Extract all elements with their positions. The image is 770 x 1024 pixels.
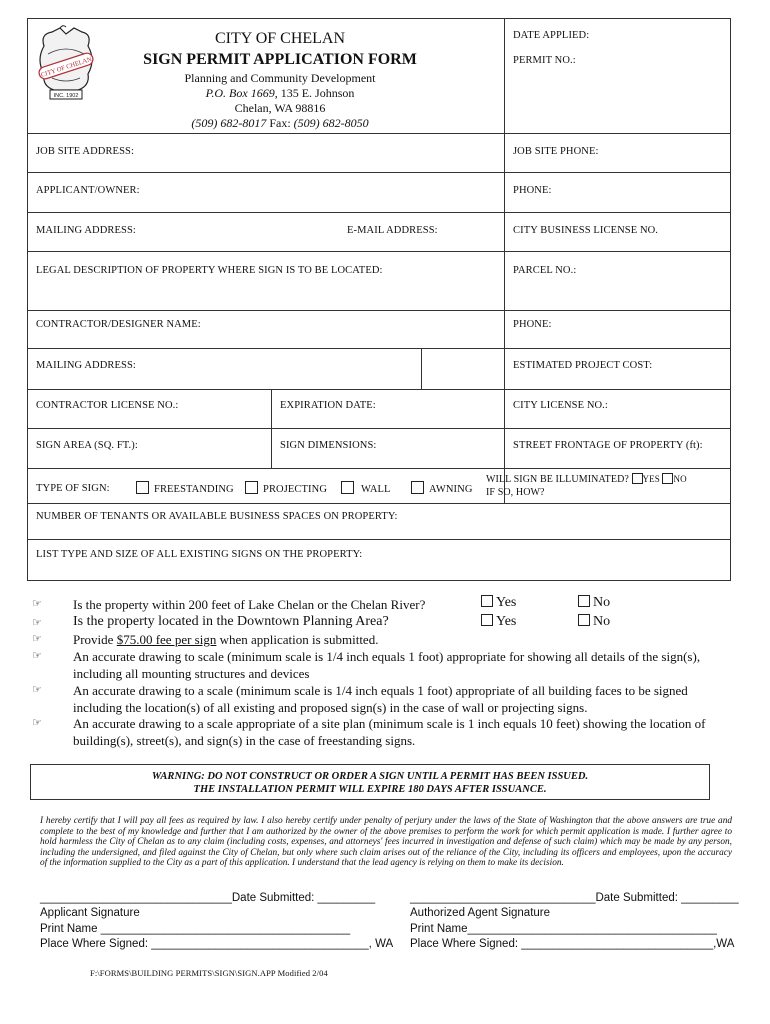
applicant-place-signed[interactable]: Place Where Signed: __________________________________, WA xyxy=(40,938,394,950)
date-applied-label: DATE APPLIED: xyxy=(513,30,590,41)
q2-no-text: No xyxy=(593,614,611,629)
agent-signature-label: Authorized Agent Signature xyxy=(410,907,551,919)
awning-checkbox[interactable] xyxy=(411,481,424,494)
drawing-requirement-1-cont: including all mounting structures and devices xyxy=(73,666,310,681)
q1-yes[interactable] xyxy=(481,595,516,611)
pointing-hand-icon: ☞ xyxy=(32,717,42,729)
freestanding-option[interactable] xyxy=(136,481,234,495)
freestanding-checkbox[interactable] xyxy=(136,481,149,494)
certification-text: I hereby certify that I will pay all fees as required by law. I also hereby certify under penalty of perjury under the laws of the State of Washington that the above answers are true and complete to the best of my knowledge and further that I am authorized by the owner of the above premises to perform the work for which permit application is made. I further agree to hold harmless the City of Chelan as to any claim (including costs, expenses, and attorneys' fees incurred in investigation and defense of such claim) which may be made by any person, including the undersigned, and filed against the City of Chelan, but only where such claim arises out of the reliance of the City, including its officers and employees, upon the accuracy of the information supplied to the City as a part of this application. I understand that the lead agency is relying on them to make its decision. xyxy=(40,816,732,869)
q1-yes-checkbox[interactable] xyxy=(481,595,493,607)
illuminated-no-checkbox[interactable] xyxy=(662,473,673,484)
legal-description-label: LEGAL DESCRIPTION OF PROPERTY WHERE SIGN IS TO BE LOCATED: xyxy=(36,265,383,276)
mailing-address-label-1: MAILING ADDRESS: xyxy=(36,225,136,236)
phone-fax: (509) 682-8017 Fax: (509) 682-8050 xyxy=(191,116,369,130)
q2-yes-checkbox[interactable] xyxy=(481,614,493,626)
form-title: SIGN PERMIT APPLICATION FORM xyxy=(143,51,417,68)
q2-yes-text: Yes xyxy=(496,614,517,629)
address-line: P.O. Box 1669, 135 E. Johnson xyxy=(205,86,355,100)
type-of-sign-label: TYPE OF SIGN: xyxy=(36,483,110,494)
drawing-requirement-1: An accurate drawing to scale (minimum scale is 1/4 inch equals 1 foot) appropriate for showing all details of the sign(s), xyxy=(73,649,701,664)
wall-option[interactable] xyxy=(341,481,391,495)
warning-line-1: WARNING: DO NOT CONSTRUCT OR ORDER A SIGN UNTIL A PERMIT HAS BEEN ISSUED. xyxy=(151,771,589,782)
illuminated-yes-text: YES xyxy=(642,474,660,484)
job-site-address-label: JOB SITE ADDRESS: xyxy=(36,146,134,157)
mailing-address-label-2: MAILING ADDRESS: xyxy=(36,360,136,371)
existing-signs-label: LIST TYPE AND SIZE OF ALL EXISTING SIGNS ON THE PROPERTY: xyxy=(36,549,363,560)
job-site-phone-label: JOB SITE PHONE: xyxy=(513,146,599,157)
parcel-no-label: PARCEL NO.: xyxy=(513,265,577,276)
department: Planning and Community Development xyxy=(184,71,376,85)
svg-text:INC. 1902: INC. 1902 xyxy=(53,93,79,99)
sign-area-label: SIGN AREA (SQ. FT.): xyxy=(36,440,138,451)
if-so-how-label: IF SO, HOW? xyxy=(486,487,545,498)
q1-no[interactable] xyxy=(578,595,610,611)
warning-box xyxy=(30,764,710,800)
illuminated-yes-checkbox[interactable] xyxy=(632,473,643,484)
city-business-license-label: CITY BUSINESS LICENSE NO. xyxy=(513,225,659,236)
applicant-date-line[interactable]: ______________________________Date Submitted: _________ xyxy=(40,892,376,904)
pointing-hand-icon: ☞ xyxy=(32,633,42,645)
applicant-signature-label: Applicant Signature xyxy=(40,907,140,919)
contractor-name-label: CONTRACTOR/DESIGNER NAME: xyxy=(36,319,201,330)
footer-file-path: F:\FORMS\BUILDING PERMITS\SIGN\SIGN.APP Modified 2/04 xyxy=(90,968,328,978)
projecting-option[interactable] xyxy=(245,481,327,495)
expiration-date-label: EXPIRATION DATE: xyxy=(280,400,376,411)
drawing-requirement-3-cont: building(s), street(s), and sign(s) in the case of freestanding signs. xyxy=(73,733,416,748)
pointing-hand-icon: ☞ xyxy=(32,650,42,662)
q2-downtown: Is the property located in the Downtown Planning Area? xyxy=(73,614,389,629)
phone-label-2: PHONE: xyxy=(513,319,552,330)
sign-dimensions-label: SIGN DIMENSIONS: xyxy=(280,440,377,451)
q1-yes-text: Yes xyxy=(496,595,517,610)
q2-no[interactable] xyxy=(578,614,610,630)
agent-date-line[interactable]: _____________________________Date Submitted: _________ xyxy=(410,892,739,904)
projecting-text: PROJECTING xyxy=(263,484,328,495)
pointing-hand-icon: ☞ xyxy=(32,617,42,629)
num-tenants-label: NUMBER OF TENANTS OR AVAILABLE BUSINESS SPACES ON PROPERTY: xyxy=(36,511,398,522)
drawing-requirement-2-cont: including the location(s) of all existing and proposed sign(s) in the case of wall or projecting signs. xyxy=(73,700,588,715)
email-address-label: E-MAIL ADDRESS: xyxy=(347,225,438,236)
svg-text:CITY OF CHELAN: CITY OF CHELAN xyxy=(40,55,93,79)
applicant-owner-label: APPLICANT/OWNER: xyxy=(36,185,140,196)
wall-text: WALL xyxy=(361,484,391,495)
drawing-requirement-2: An accurate drawing to a scale (minimum scale is 1/4 inch equals 1 foot) appropriate of all building faces to be signed xyxy=(73,683,688,698)
wall-checkbox[interactable] xyxy=(341,481,354,494)
application-form xyxy=(27,18,731,581)
q1-no-text: No xyxy=(593,595,611,610)
phone-label-1: PHONE: xyxy=(513,185,552,196)
permit-no-label: PERMIT NO.: xyxy=(513,55,576,66)
drawing-requirement-3: An accurate drawing to a scale appropriate of a site plan (minimum scale is 1 inch equals 10 feet) showing the location of xyxy=(73,716,706,731)
q2-no-checkbox[interactable] xyxy=(578,614,590,626)
freestanding-text: FREESTANDING xyxy=(154,484,234,495)
applicant-print-name[interactable]: Print Name _______________________________________ xyxy=(40,923,351,935)
fee-requirement: Provide $75.00 fee per sign when application is submitted. xyxy=(73,632,379,647)
awning-option[interactable] xyxy=(411,481,473,495)
awning-text: AWNING xyxy=(429,484,473,495)
city-state-zip: Chelan, WA 98816 xyxy=(234,101,326,115)
agent-place-signed[interactable]: Place Where Signed: ______________________________,WA xyxy=(410,938,735,950)
pointing-hand-icon: ☞ xyxy=(32,684,42,696)
contractor-license-label: CONTRACTOR LICENSE NO.: xyxy=(36,400,179,411)
city-name: CITY OF CHELAN xyxy=(214,30,346,47)
q1-no-checkbox[interactable] xyxy=(578,595,590,607)
pointing-hand-icon: ☞ xyxy=(32,598,42,610)
projecting-checkbox[interactable] xyxy=(245,481,258,494)
city-license-label: CITY LICENSE NO.: xyxy=(513,400,608,411)
agent-print-name[interactable]: Print Name_______________________________________ xyxy=(410,923,717,935)
q2-yes[interactable] xyxy=(481,614,516,630)
street-frontage-label: STREET FRONTAGE OF PROPERTY (ft): xyxy=(513,440,703,451)
illuminated-question: WILL SIGN BE ILLUMINATED? YES NO xyxy=(486,474,687,485)
q1-lake-chelan: Is the property within 200 feet of Lake Chelan or the Chelan River? xyxy=(73,597,426,612)
estimated-cost-label: ESTIMATED PROJECT COST: xyxy=(513,360,653,371)
warning-line-2: THE INSTALLATION PERMIT WILL EXPIRE 180 DAYS AFTER ISSUANCE. xyxy=(193,784,547,795)
illuminated-no-text: NO xyxy=(673,474,687,484)
